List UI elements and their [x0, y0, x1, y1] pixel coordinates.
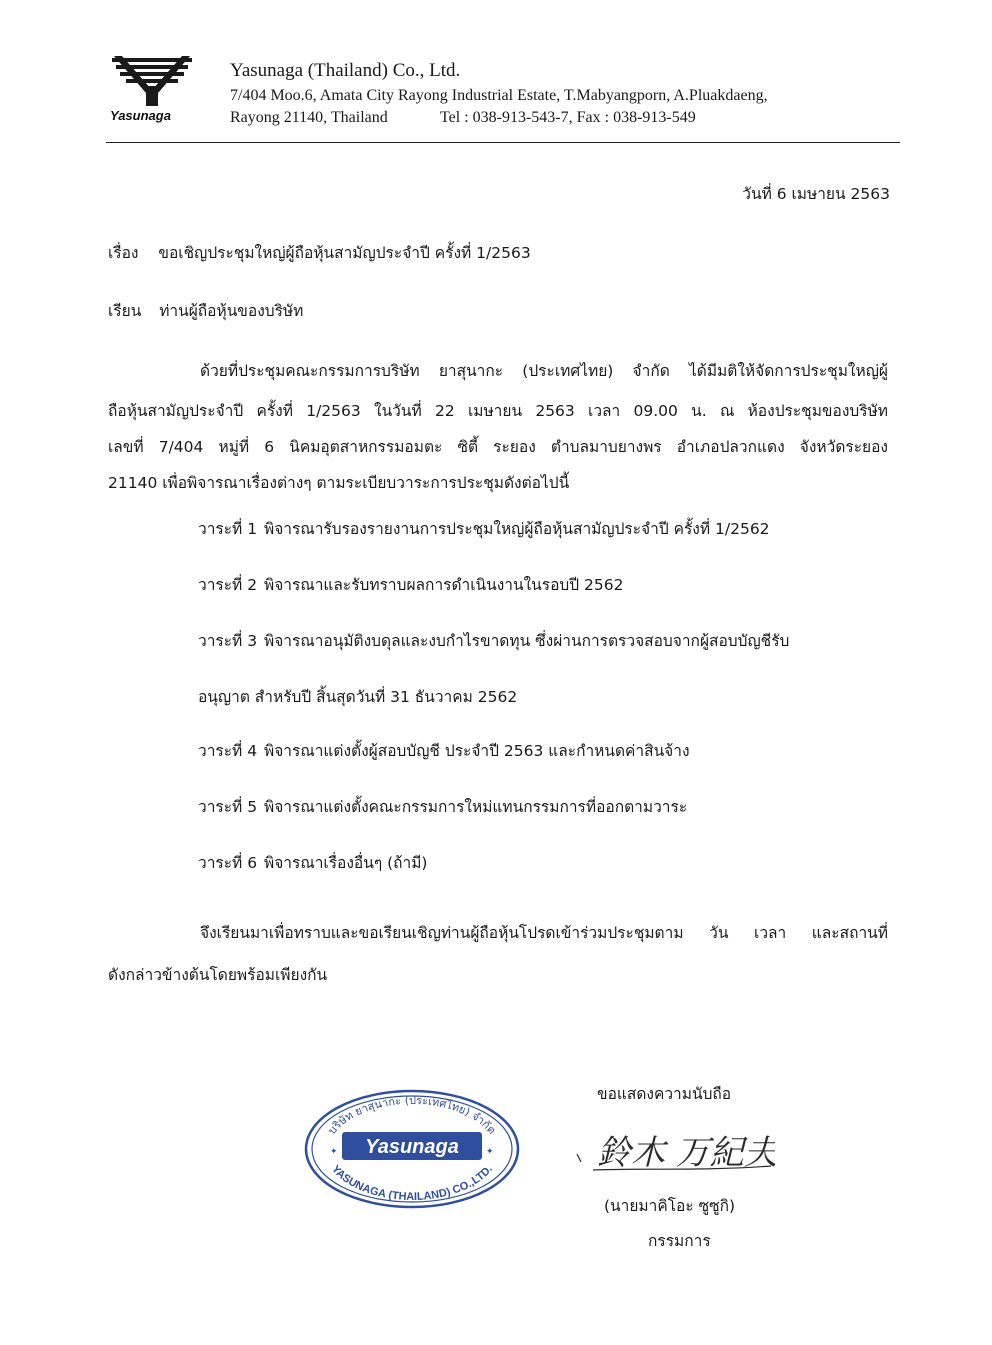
company-address-line1: 7/404 Moo.6, Amata City Rayong Industrial Estate, T.Mabyangporn, A.Pluakdaeng,	[230, 87, 768, 104]
regards-text: ขอแสดงความนับถือ	[597, 1085, 732, 1103]
intro-line: ด้วยที่ประชุมคณะกรรมการบริษัท ยาสุนากะ (ประเทศไทย) จำกัด ได้มีมติให้จัดการประชุมใหญ่ผู้	[200, 362, 888, 380]
agenda-label: วาระที่ 4	[198, 742, 258, 760]
agenda-label: วาระที่ 6	[198, 854, 258, 872]
header-divider	[106, 142, 900, 143]
agenda-item	[198, 516, 770, 541]
svg-text:✦: ✦	[486, 1147, 494, 1157]
agenda-label: วาระที่ 2	[198, 576, 258, 594]
company-stamp	[300, 1086, 524, 1212]
intro-line: ถือหุ้นสามัญประจำปี ครั้งที่ 1/2563 ในวันที่ 22 เมษายน 2563 เวลา 09.00 น. ณ ห้องประชุมของบริษัท	[108, 402, 888, 420]
company-address-city: Rayong 21140, Thailand	[230, 109, 388, 126]
agenda-item-continuation: อนุญาต สำหรับปี สิ้นสุดวันที่ 31 ธันวาคม 2562	[198, 688, 518, 706]
signer-name: (นายมาคิโอะ ซูซูกิ)	[604, 1197, 736, 1215]
agenda-label: วาระที่ 1	[198, 520, 258, 538]
logo-wordmark: Yasunaga	[110, 108, 171, 123]
agenda-text: พิจารณาแต่งตั้งผู้สอบบัญชี ประจำปี 2563 และกำหนดค่าสินจ้าง	[264, 742, 690, 760]
intro-line: เลขที่ 7/404 หมู่ที่ 6 นิคมอุตสาหกรรมอมตะ ซิตี้ ระยอง ตำบลมาบยางพร อำเภอปลวกแดง จังหวัดระยอง	[108, 438, 888, 456]
yasunaga-logo-icon	[106, 56, 198, 108]
agenda-item	[198, 738, 690, 763]
stamp-center-text: Yasunaga	[365, 1136, 459, 1158]
company-name: Yasunaga (Thailand) Co., Ltd.	[230, 60, 461, 81]
subject-line	[108, 240, 531, 265]
subject-text: ขอเชิญประชุมใหญ่ผู้ถือหุ้นสามัญประจำปี ครั้งที่ 1/2563	[158, 244, 531, 262]
recipient-text: ท่านผู้ถือหุ้นของบริษัท	[159, 302, 304, 320]
subject-label: เรื่อง	[108, 244, 139, 262]
agenda-text: พิจารณารับรองรายงานการประชุมใหญ่ผู้ถือหุ้นสามัญประจำปี ครั้งที่ 1/2562	[264, 520, 770, 538]
agenda-label: วาระที่ 3	[198, 632, 258, 650]
signature	[575, 1124, 775, 1178]
agenda-item	[198, 628, 789, 653]
agenda-text: พิจารณาอนุมัติงบดุลและงบกำไรขาดทุน ซึ่งผ่านการตรวจสอบจากผู้สอบบัญชีรับ	[264, 632, 790, 650]
agenda-item	[198, 850, 427, 875]
intro-line: 21140 เพื่อพิจารณาเรื่องต่างๆ ตามระเบียบวาระการประชุมดังต่อไปนี้	[108, 474, 570, 492]
agenda-text: พิจารณาเรื่องอื่นๆ (ถ้ามี)	[264, 854, 428, 872]
signer-title: กรรมการ	[648, 1232, 711, 1250]
recipient-label: เรียน	[108, 302, 142, 320]
stamp-bottom-text: YASUNAGA (THAILAND) CO.,LTD.	[329, 1163, 495, 1204]
agenda-text: พิจารณาและรับทราบผลการดำเนินงานในรอบปี 2562	[264, 576, 624, 594]
agenda-label: วาระที่ 5	[198, 798, 258, 816]
agenda-text: พิจารณาแต่งตั้งคณะกรรมการใหม่แทนกรรมการที่ออกตามวาระ	[264, 798, 688, 816]
svg-text:✦: ✦	[330, 1147, 338, 1157]
letter-date: วันที่ 6 เมษายน 2563	[742, 185, 890, 203]
stamp-top-text: บริษัท ยาสุนากะ (ประเทศไทย) จำกัด	[325, 1093, 499, 1137]
company-contact: Tel : 038-913-543-7, Fax : 038-913-549	[440, 109, 696, 126]
signature-handwriting: 鈴木 万紀夫	[597, 1133, 775, 1173]
closing-line: ดังกล่าวข้างต้นโดยพร้อมเพียงกัน	[108, 966, 328, 984]
company-logo	[106, 56, 198, 126]
agenda-item	[198, 794, 687, 819]
company-seal-icon	[300, 1086, 524, 1212]
recipient-line	[108, 298, 303, 323]
agenda-item	[198, 572, 623, 597]
closing-line: จึงเรียนมาเพื่อทราบและขอเรียนเชิญท่านผู้ถือหุ้นโปรดเข้าร่วมประชุมตาม วัน เวลา และสถานที่	[200, 924, 888, 942]
signature-scribble-icon	[575, 1124, 775, 1178]
